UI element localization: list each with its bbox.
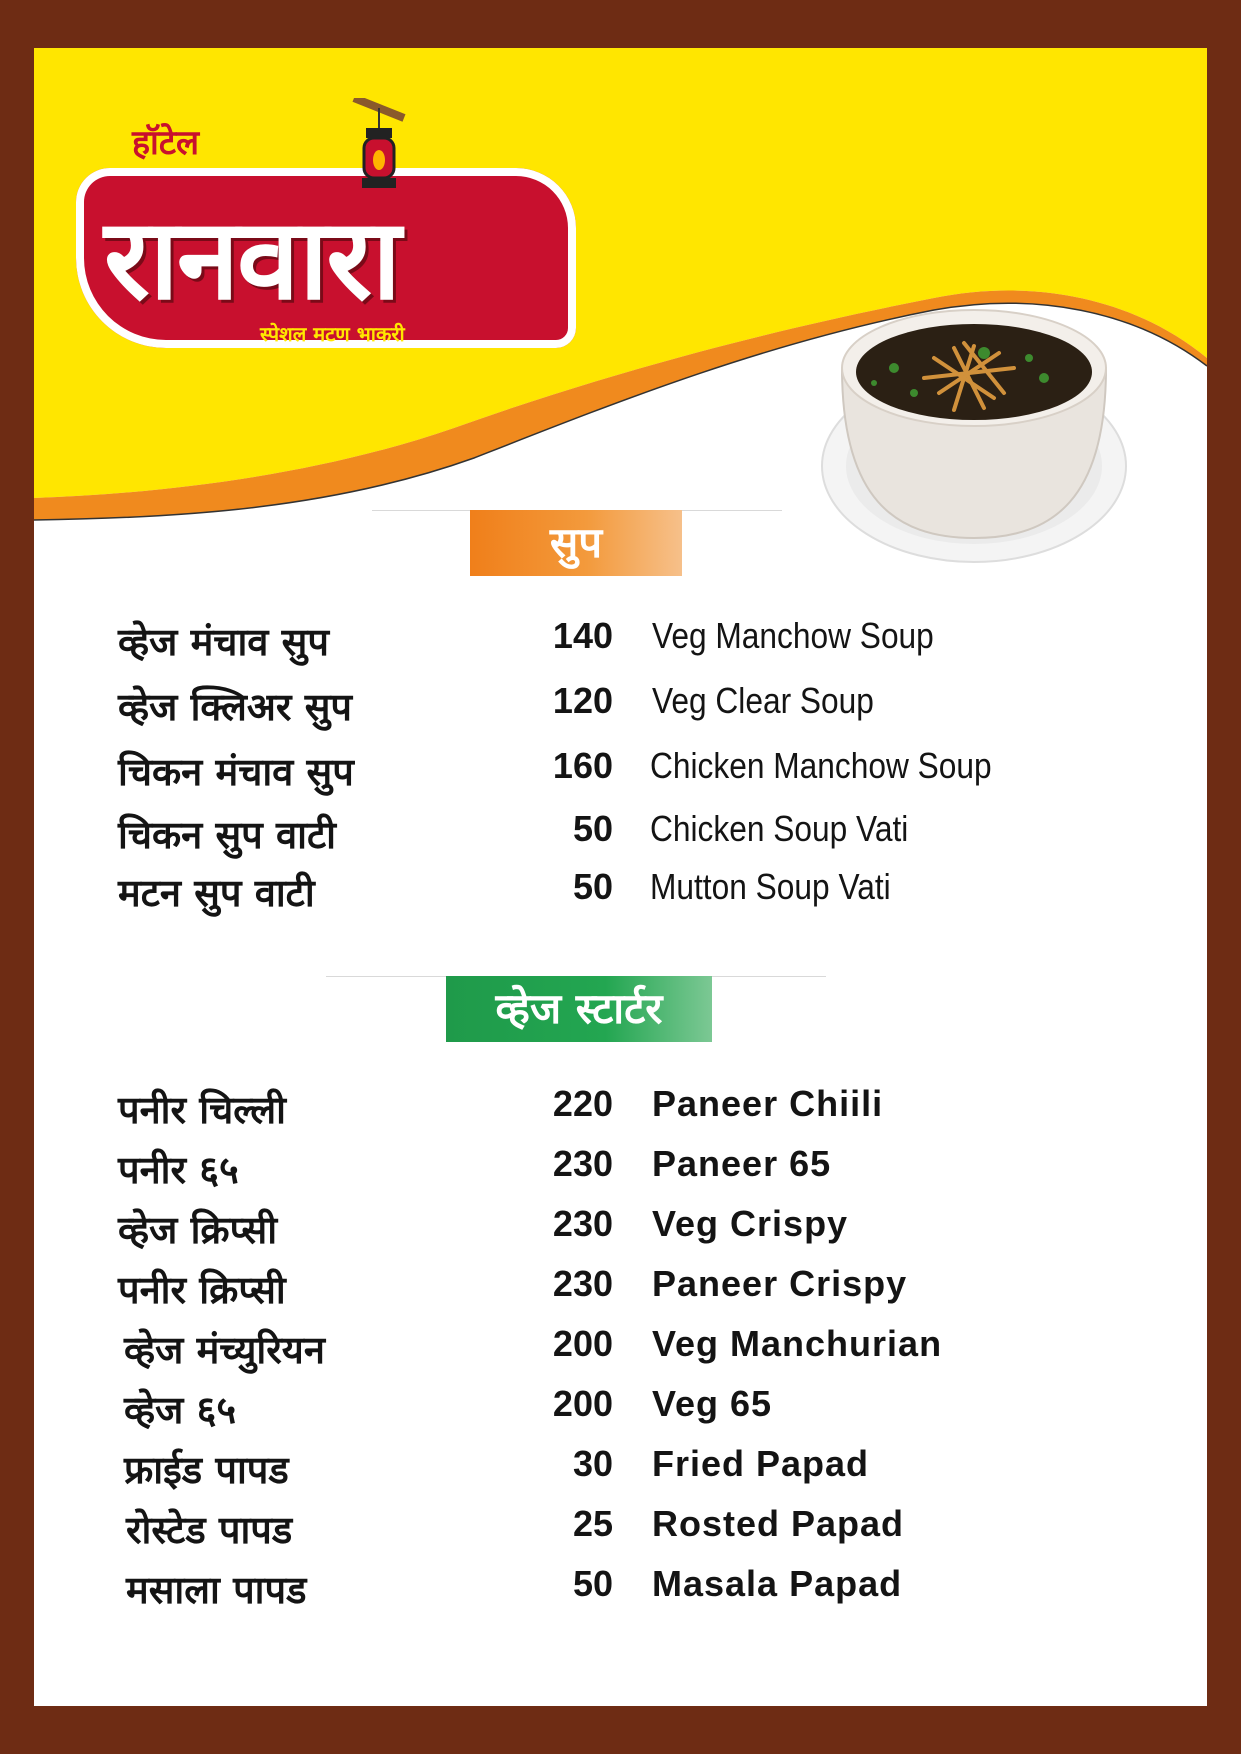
item-price: 50 [572,866,613,907]
menu-item [118,1263,1118,1313]
item-name-marathi: चिकन मंचाव सुप [118,749,354,794]
item-price: 25 [572,1503,613,1544]
item-price: 220 [552,1083,613,1124]
item-name-english: Chicken Manchow Soup [650,745,992,786]
menu-sheet [34,48,1207,1706]
item-name-english: Masala Papad [652,1563,903,1604]
menu-item [118,866,1118,916]
menu-item [118,808,1118,858]
item-name-marathi: व्हेज क्लिअर सुप [118,684,352,729]
menu-item [118,1443,1118,1493]
menu-item [118,1383,1118,1433]
item-name-marathi: व्हेज मंच्युरियन [124,1327,325,1372]
item-name-english: Veg Manchurian [652,1323,943,1364]
item-price: 50 [572,808,613,849]
item-name-english: Rosted Papad [652,1503,905,1544]
item-price: 230 [552,1143,613,1184]
menu-item [118,680,1118,730]
item-name-marathi: व्हेज ६५ [124,1387,237,1432]
soup-section-heading: सुप [470,510,682,576]
item-price: 30 [572,1443,613,1484]
item-name-marathi: पनीर चिल्ली [118,1087,287,1132]
menu-item [118,615,1118,665]
soup-bowl-image [814,298,1144,598]
logo-tagline: स्पेशल मटण भाकरी [260,322,405,346]
item-name-marathi: मसाला पापड [126,1567,307,1612]
hotel-logo [64,88,664,408]
item-name-english: Veg 65 [652,1383,773,1424]
item-name-marathi: पनीर ६५ [118,1147,239,1192]
menu-item [118,1563,1118,1613]
item-name-english: Mutton Soup Vati [650,866,891,907]
item-name-marathi: फ्राईड पापड [124,1447,289,1492]
item-name-marathi: चिकन सुप वाटी [118,812,336,857]
menu-item [118,1083,1118,1133]
item-price: 160 [552,745,613,786]
item-name-marathi: रोस्टेड पापड [126,1507,293,1552]
item-name-english: Veg Manchow Soup [652,615,934,656]
menu-item [118,1143,1118,1193]
logo-prefix: हॉटेल [122,118,209,164]
item-name-english: Chicken Soup Vati [650,808,909,849]
item-name-marathi: पनीर क्रिप्सी [118,1267,286,1312]
item-price: 50 [572,1563,613,1604]
item-name-english: Paneer 65 [652,1143,832,1184]
item-price: 140 [552,615,613,656]
item-name-marathi: मटन सुप वाटी [118,870,315,915]
lantern-icon [344,98,414,208]
item-name-english: Veg Clear Soup [652,680,874,721]
item-name-english: Veg Crispy [652,1203,849,1244]
item-name-english: Fried Papad [652,1443,870,1484]
menu-item [118,745,1118,795]
item-price: 120 [552,680,613,721]
item-name-marathi: व्हेज क्रिप्सी [118,1207,278,1252]
logo-name: रानवारा [104,194,400,325]
item-name-marathi: व्हेज मंचाव सुप [118,619,329,664]
veg-starter-section-heading: व्हेज स्टार्टर [446,976,712,1042]
menu-item [118,1323,1118,1373]
item-price: 230 [552,1203,613,1244]
item-price: 200 [552,1383,613,1424]
item-price: 230 [552,1263,613,1304]
item-name-english: Paneer Crispy [652,1263,908,1304]
item-name-english: Paneer Chiili [652,1083,884,1124]
menu-item [118,1203,1118,1253]
menu-item [118,1503,1118,1553]
item-price: 200 [552,1323,613,1364]
